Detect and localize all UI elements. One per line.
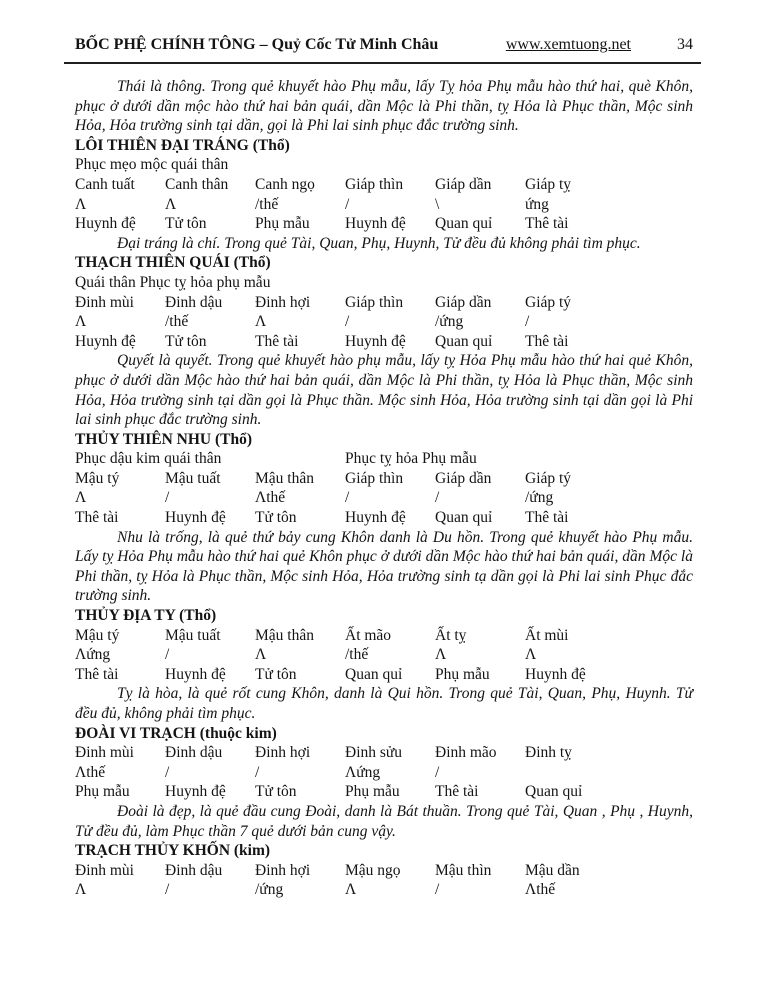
hidden-spirit-note-secondary: Phục tỵ hỏa Phụ mẫu [345, 450, 477, 468]
relatives-row [75, 332, 693, 352]
table-cell: Mậu tuất [165, 626, 221, 644]
table-cell: Đinh hợi [255, 293, 311, 311]
table-cell: Λ [345, 881, 357, 899]
hexagram-section-dai-trang [75, 136, 693, 254]
table-cell: Giáp tý [525, 469, 572, 487]
hexagram-section-quai [75, 253, 693, 429]
table-cell: Mậu thân [255, 626, 314, 644]
table-cell: Mậu tý [75, 469, 120, 487]
table-cell: Quan quỉ [435, 509, 493, 527]
stems-row [75, 469, 693, 489]
commentary-paragraph: Tỵ là hòa, là quẻ rốt cung Khôn, danh là Qui hồn. Trong quẻ Tài, Quan, Phụ, Huynh. Tử đều đủ, không phải tìm phục. [75, 685, 693, 722]
table-cell: Λ [255, 646, 267, 664]
table-cell: Phụ mẫu [345, 783, 400, 801]
table-cell: Λ [75, 881, 87, 899]
table-cell: / [165, 881, 170, 899]
hexagram-title: THẠCH THIÊN QUÁI (Thổ) [75, 254, 271, 272]
hexagram-title: THỦY THIÊN NHU (Thổ) [75, 430, 252, 448]
table-cell: Giáp dần [435, 469, 492, 487]
hexagram-section-doai-vi-trach [75, 724, 693, 842]
table-cell: Giáp thìn [345, 175, 404, 193]
stems-row [75, 861, 693, 881]
stems-row [75, 743, 693, 763]
table-cell: Thê tài [255, 332, 299, 350]
table-cell: Tử tôn [255, 783, 297, 801]
table-cell: / [165, 489, 170, 507]
table-cell: Đinh mùi [75, 861, 134, 879]
table-cell: Λ [525, 646, 537, 664]
table-cell: / [345, 489, 350, 507]
hidden-spirit-note: Phục mẹo mộc quái thân [75, 156, 229, 174]
table-cell: Phụ mẫu [255, 215, 310, 233]
table-cell: Tử tôn [255, 665, 297, 683]
table-cell: Mậu thìn [435, 861, 492, 879]
table-cell: Ất mùi [525, 626, 569, 644]
table-cell: Mậu thân [255, 469, 314, 487]
table-cell: Huynh đệ [75, 215, 136, 233]
table-cell: Λ [75, 313, 87, 331]
table-cell: Thê tài [525, 332, 569, 350]
table-cell: /thế [345, 646, 369, 664]
commentary-paragraph: Đại tráng là chí. Trong quẻ Tài, Quan, Phụ, Huynh, Tử đều đủ không phải tìm phục. [117, 234, 641, 252]
table-cell: Mậu tuất [165, 469, 221, 487]
table-cell: Λthế [75, 763, 106, 781]
table-cell: Λ [75, 489, 87, 507]
table-cell: Huynh đệ [165, 783, 226, 801]
table-cell [525, 763, 615, 783]
table-cell: Mậu dần [525, 861, 580, 879]
hexagram-title: ĐOÀI VI TRẠCH (thuộc kim) [75, 724, 277, 742]
table-cell: Huynh đệ [345, 332, 406, 350]
table-cell: Đinh mùi [75, 744, 134, 762]
table-cell: / [345, 195, 350, 213]
table-cell: /ứng [435, 313, 464, 331]
table-cell: Đinh sửu [345, 744, 403, 762]
table-cell: Đinh mùi [75, 293, 134, 311]
table-cell: Λthế [255, 489, 286, 507]
table-cell: Huynh đệ [165, 665, 226, 683]
table-cell: Phụ mẫu [435, 665, 490, 683]
table-cell: Thê tài [75, 509, 119, 527]
table-cell: Huynh đệ [345, 215, 406, 233]
commentary-paragraph: Quyết là quyết. Trong quẻ khuyết hào phụ mẫu, lấy tỵ Hỏa Phụ mẫu hào thứ hai quẻ Khôn, phục ở dưới dần Mộc hào thứ hai bản quái, dần Mộc là Phi thần, tỵ Hỏa là Phục thần, Mộc sinh Hỏa, Hỏa trường sinh tại dần gọi là Phục thần. Mộc sinh Hỏa, Hỏa trường sinh tại dần gọi là Phi lai sinh phục đắc trường sinh. [75, 352, 693, 429]
table-cell: Thê tài [525, 509, 569, 527]
table-cell: Tử tôn [165, 215, 207, 233]
website-link[interactable]: www.xemtuong.net [505, 36, 631, 53]
table-cell: Λ [75, 195, 87, 213]
table-cell: Đinh dậu [165, 744, 223, 762]
table-cell: Đinh mão [435, 744, 497, 762]
table-cell: Đinh hợi [255, 861, 311, 879]
table-cell: Đinh dậu [165, 861, 223, 879]
table-cell: /thế [165, 313, 189, 331]
table-cell: Giáp thìn [345, 469, 404, 487]
table-cell: Giáp thìn [345, 293, 404, 311]
table-cell: Giáp tỵ [525, 175, 572, 193]
table-cell: Quan quỉ [525, 783, 583, 801]
header-rule [64, 62, 701, 64]
table-cell: /ứng [255, 881, 284, 899]
table-cell: Quan quỉ [345, 665, 403, 683]
marks-row [75, 763, 693, 783]
hidden-spirit-note-line [75, 273, 693, 293]
intro-paragraph: Thái là thông. Trong quẻ khuyết hào Phụ mẫu, lấy Tỵ hỏa Phụ mẫu hào thứ hai, què Khôn, phục ở dưới dần mộc hào thứ hai bản quái, dần Mộc là Phi thần, tỵ Hỏa là Phục thần, Mộc sinh Hỏa, Hỏa trường sinh tại dần, gọi là Phi lai sinh phục đắc trường sinh. [75, 78, 693, 135]
table-cell: / [255, 763, 260, 781]
table-cell: Quan quỉ [435, 332, 493, 350]
table-cell: / [435, 489, 440, 507]
table-cell: Tử tôn [255, 509, 297, 527]
stems-row [75, 626, 693, 646]
table-cell: / [165, 763, 170, 781]
table-cell: Λthế [525, 881, 556, 899]
hexagram-section-nhu [75, 430, 693, 606]
table-cell: Huynh đệ [525, 665, 586, 683]
table-cell: Canh ngọ [255, 175, 315, 193]
marks-row [75, 645, 693, 665]
book-title: BỐC PHỆ CHÍNH TÔNG – Quỷ Cốc Tử Minh Châu [75, 36, 439, 53]
table-cell: Phụ mẫu [75, 783, 130, 801]
table-cell: Thê tài [435, 783, 479, 801]
hexagram-title: TRẠCH THỦY KHỐN (kim) [75, 842, 271, 860]
table-cell: Huynh đệ [345, 509, 406, 527]
hidden-spirit-note-line [75, 449, 693, 469]
hexagram-section-khon [75, 841, 693, 900]
table-cell: Ất tỵ [435, 626, 467, 644]
table-cell: ứng [525, 195, 549, 213]
table-cell: Λứng [345, 763, 381, 781]
relatives-row [75, 214, 693, 234]
marks-row [75, 312, 693, 332]
hidden-spirit-note: Phục dậu kim quái thân [75, 450, 222, 468]
table-cell: Đinh hợi [255, 744, 311, 762]
table-cell: Λ [165, 195, 177, 213]
relatives-row [75, 508, 693, 528]
relatives-row [75, 782, 693, 802]
table-cell: Λ [435, 646, 447, 664]
table-cell: Canh tuất [75, 175, 135, 193]
table-cell: /ứng [525, 489, 554, 507]
table-cell: Huynh đệ [75, 332, 136, 350]
page-number: 34 [677, 36, 693, 53]
table-cell: Đinh tỵ [525, 744, 572, 762]
table-cell: Mậu ngọ [345, 861, 401, 879]
table-cell: Thê tài [525, 215, 569, 233]
marks-row [75, 488, 693, 508]
table-cell: Đinh dậu [165, 293, 223, 311]
table-cell: Giáp dần [435, 175, 492, 193]
table-cell: Thê tài [75, 665, 119, 683]
stems-row [75, 175, 693, 195]
page-header [75, 36, 693, 54]
table-cell: /thế [255, 195, 279, 213]
table-cell: Giáp tý [525, 293, 572, 311]
table-cell: / [525, 313, 530, 331]
table-cell: \ [435, 195, 440, 213]
table-cell: Ất mão [345, 626, 392, 644]
hidden-spirit-note-line [75, 155, 693, 175]
hexagram-section-ty [75, 606, 693, 724]
commentary-paragraph: Nhu là trống, là quẻ thứ bảy cung Khôn danh là Du hồn. Trong quẻ khuyết hào Phụ mẫu. Lấy tỵ Hỏa Phụ mẫu hào thứ hai quẻ Khôn phục ở dưới dần Mộc hào thứ hai bản quái, dần Mộc là Phi thần, tỵ Hỏa là Phục thần, Mộc sinh Hỏa, Hỏa trường sinh tạ dần gọi là Phi lai sinh Phục đắc trường sinh. [75, 528, 693, 605]
table-cell: Λứng [75, 646, 111, 664]
table-cell: Quan quỉ [435, 215, 493, 233]
hexagram-title: LÔI THIÊN ĐẠI TRÁNG (Thổ) [75, 136, 290, 154]
table-cell: Giáp dần [435, 293, 492, 311]
relatives-row [75, 665, 693, 685]
table-cell: Tử tôn [165, 332, 207, 350]
table-cell: / [165, 646, 170, 664]
table-cell: / [345, 313, 350, 331]
marks-row [75, 195, 693, 215]
commentary-paragraph: Đoài là đẹp, là quẻ đầu cung Đoài, danh là Bát thuần. Trong quẻ Tài, Quan , Phụ , Huynh, Tử đều đủ, làm Phục thần 7 quẻ dưới bản cung vậy. [75, 802, 693, 840]
table-cell: Λ [255, 313, 267, 331]
marks-row [75, 880, 693, 900]
table-cell: Mậu tý [75, 626, 120, 644]
hexagram-title: THỦY ĐỊA TY (Thổ) [75, 607, 217, 625]
stems-row [75, 293, 693, 313]
table-cell: / [435, 881, 440, 899]
table-cell: / [435, 763, 440, 781]
table-cell: Huynh đệ [165, 509, 226, 527]
table-cell: Canh thân [165, 175, 229, 193]
hidden-spirit-note: Quái thân Phục tỵ hỏa phụ mẫu [75, 273, 271, 291]
